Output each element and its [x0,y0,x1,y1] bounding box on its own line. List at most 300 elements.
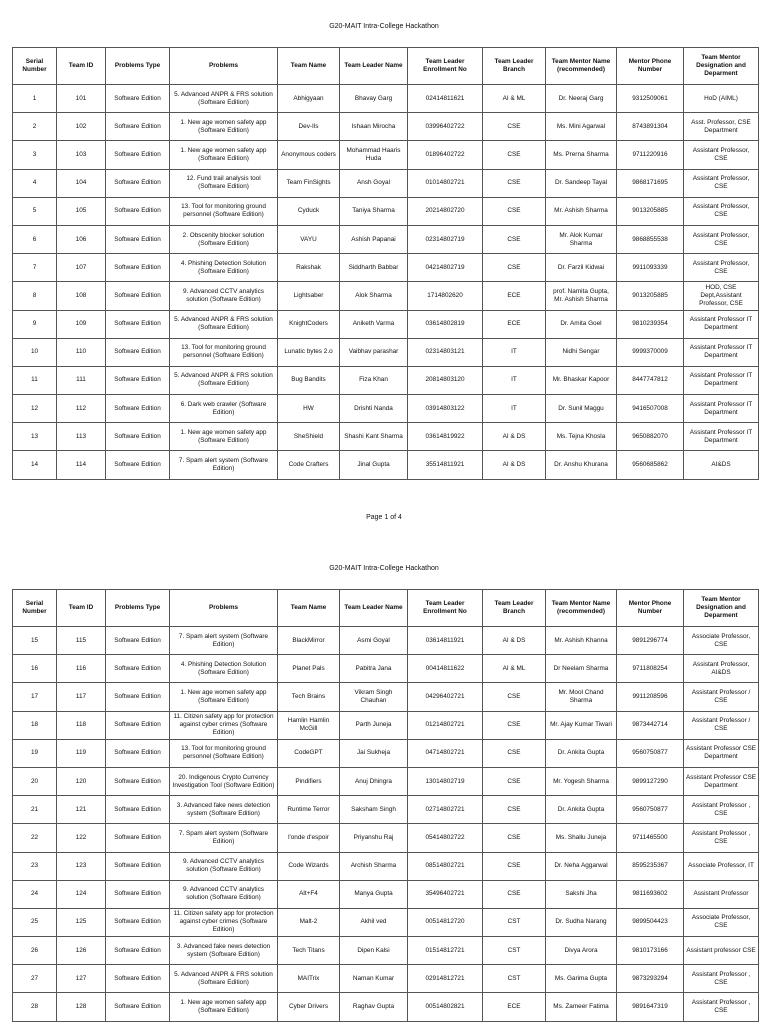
cell-mentor-name: Mr. Bhaskar Kapoor [546,366,617,394]
cell-team-leader-name: Anuj Dhingra [340,767,408,795]
teams-table [12,47,759,480]
cell-enrollment-no: 35496402721 [408,880,483,908]
cell-mentor-phone: 9868855538 [617,225,684,253]
document-page-2 [0,548,768,1024]
table-row [13,993,759,1021]
cell-mentor-designation: Assistant Professor , CSE [684,796,759,824]
cell-problem: 3. Advanced fake news detection system (Software Edition) [170,796,278,824]
cell-problem: 5. Advanced ANPR & FRS solution (Software Edition) [170,366,278,394]
cell-team-id: 113 [57,423,106,451]
table-row [13,282,759,310]
cell-branch: ECE [483,282,546,310]
column-header-mentor-phone: Mentor Phone Number [617,48,684,85]
cell-enrollment-no: 02714802721 [408,796,483,824]
cell-team-leader-name: Priyanshu Raj [340,824,408,852]
cell-serial-number: 25 [13,908,57,936]
cell-serial-number: 13 [13,423,57,451]
cell-mentor-name: prof. Namita Gupta, Mr. Ashish Sharma [546,282,617,310]
cell-enrollment-no: 02314802719 [408,225,483,253]
cell-problem: 7. Spam alert system (Software Edition) [170,451,278,479]
cell-serial-number: 21 [13,796,57,824]
cell-problems-type: Software Edition [106,141,170,169]
cell-mentor-designation: Assistant Professor, CSE [684,254,759,282]
cell-enrollment-no: 03614811921 [408,627,483,655]
cell-team-leader-name: Siddharth Babbar [340,254,408,282]
cell-serial-number: 7 [13,254,57,282]
cell-mentor-name: Sakshi Jha [546,880,617,908]
cell-serial-number: 6 [13,225,57,253]
table-row [13,197,759,225]
cell-enrollment-no: 01014802721 [408,169,483,197]
cell-problem: 4. Phishing Detection Solution (Software Edition) [170,254,278,282]
column-header-branch: Team Leader Branch [483,590,546,627]
cell-problems-type: Software Edition [106,711,170,739]
cell-problem: 13. Tool for monitoring ground personnel (Software Edition) [170,197,278,225]
cell-team-name: CodeGPT [278,739,340,767]
column-header-mentor-phone: Mentor Phone Number [617,590,684,627]
table-header-row [13,48,759,85]
cell-team-name: Lunatic bytes 2.o [278,338,340,366]
cell-team-name: KnightCoders [278,310,340,338]
cell-team-leader-name: Shashi Kant Sharma [340,423,408,451]
table-row [13,169,759,197]
column-header-problems-type: Problems Type [106,48,170,85]
cell-serial-number: 19 [13,739,57,767]
cell-team-leader-name: Taniya Sharma [340,197,408,225]
cell-problems-type: Software Edition [106,338,170,366]
cell-mentor-phone: 9911093339 [617,254,684,282]
cell-team-leader-name: Naman Kumar [340,965,408,993]
cell-team-id: 123 [57,852,106,880]
cell-serial-number: 23 [13,852,57,880]
cell-branch: AI & ML [483,655,546,683]
cell-team-leader-name: Jai Sukheja [340,739,408,767]
column-header-serial-number: Serial Number [13,590,57,627]
cell-branch: ECE [483,310,546,338]
cell-problems-type: Software Edition [106,254,170,282]
cell-serial-number: 15 [13,627,57,655]
cell-enrollment-no: 04296402721 [408,683,483,711]
cell-mentor-phone: 9891296774 [617,627,684,655]
column-header-branch: Team Leader Branch [483,48,546,85]
cell-team-name: Code Crafters [278,451,340,479]
cell-problem: 11. Citizen safety app for protection against cyber crimes (Software Edition) [170,908,278,936]
cell-mentor-phone: 9811693602 [617,880,684,908]
cell-mentor-designation: Associate Professor, CSE [684,627,759,655]
column-header-mentor-designation: Team Mentor Designation and Deparment [684,590,759,627]
cell-team-leader-name: Bhavay Garg [340,85,408,113]
cell-mentor-name: Ms. Zameer Fatima [546,993,617,1021]
cell-team-leader-name: Vaibhav parashar [340,338,408,366]
cell-mentor-designation: Assistant Professor IT Department [684,423,759,451]
cell-mentor-name: Dr. Sudha Narang [546,908,617,936]
cell-mentor-designation: Asst. Professor, CSE Department [684,113,759,141]
cell-enrollment-no: 35514811921 [408,451,483,479]
table-row [13,796,759,824]
table-row [13,711,759,739]
cell-enrollment-no: 08514802721 [408,852,483,880]
cell-enrollment-no: 02414811621 [408,85,483,113]
cell-serial-number: 28 [13,993,57,1021]
cell-enrollment-no: 20214802720 [408,197,483,225]
cell-problems-type: Software Edition [106,965,170,993]
cell-mentor-phone: 8447747812 [617,366,684,394]
cell-problems-type: Software Edition [106,683,170,711]
cell-mentor-designation: Assistant Professor / CSE [684,711,759,739]
column-header-mentor-name: Team Mentor Name (recommended) [546,48,617,85]
cell-mentor-name: Mr. Ashish Khanna [546,627,617,655]
cell-problem: 1. New age women safety app (Software Edition) [170,141,278,169]
cell-team-name: Rakshak [278,254,340,282]
cell-problem: 9. Advanced CCTV analytics solution (Software Edition) [170,852,278,880]
cell-mentor-phone: 9711465500 [617,824,684,852]
cell-team-id: 111 [57,366,106,394]
cell-mentor-phone: 9873293294 [617,965,684,993]
cell-mentor-name: Ms. Mini Agarwal [546,113,617,141]
cell-serial-number: 11 [13,366,57,394]
cell-enrollment-no: 04714802721 [408,739,483,767]
cell-serial-number: 4 [13,169,57,197]
table-row [13,627,759,655]
cell-mentor-phone: 8743891304 [617,113,684,141]
cell-enrollment-no: 03996402722 [408,113,483,141]
cell-team-name: HW [278,395,340,423]
cell-mentor-phone: 9899504423 [617,908,684,936]
cell-mentor-name: Dr. Neha Aggarwal [546,852,617,880]
cell-branch: IT [483,395,546,423]
cell-team-id: 114 [57,451,106,479]
column-header-mentor-name: Team Mentor Name (recommended) [546,590,617,627]
cell-mentor-designation: Assistant Professor , CSE [684,824,759,852]
cell-team-name: Tech Titans [278,937,340,965]
cell-mentor-name: Mr. Ajay Kumar Tiwari [546,711,617,739]
cell-mentor-designation: Assistant Professor IT Department [684,338,759,366]
cell-problem: 6. Dark web crawler (Software Edition) [170,395,278,423]
cell-team-id: 128 [57,993,106,1021]
table-row [13,338,759,366]
cell-branch: ECE [483,993,546,1021]
cell-problem: 1. New age women safety app (Software Edition) [170,683,278,711]
cell-problem: 9. Advanced CCTV analytics solution (Software Edition) [170,282,278,310]
cell-branch: CSE [483,796,546,824]
cell-problem: 1. New age women safety app (Software Edition) [170,423,278,451]
cell-team-name: BlackMirror [278,627,340,655]
cell-team-name: Hamlin Hamlin McGill [278,711,340,739]
cell-problems-type: Software Edition [106,739,170,767]
column-header-serial-number: Serial Number [13,48,57,85]
table-row [13,965,759,993]
cell-problem: 13. Tool for monitoring ground personnel (Software Edition) [170,739,278,767]
cell-mentor-designation: Assistant professor CSE [684,937,759,965]
cell-mentor-phone: 9312509061 [617,85,684,113]
column-header-problems-type: Problems Type [106,590,170,627]
cell-enrollment-no: 20814803120 [408,366,483,394]
cell-branch: CSE [483,197,546,225]
table-row [13,395,759,423]
column-header-team-leader-name: Team Leader Name [340,48,408,85]
cell-mentor-phone: 9873442714 [617,711,684,739]
cell-team-name: Malt-2 [278,908,340,936]
cell-branch: CSE [483,880,546,908]
cell-serial-number: 8 [13,282,57,310]
cell-serial-number: 17 [13,683,57,711]
table-row [13,824,759,852]
cell-team-id: 109 [57,310,106,338]
cell-mentor-name: Ms. Tejna Khosla [546,423,617,451]
table-row [13,739,759,767]
cell-team-id: 120 [57,767,106,795]
cell-mentor-designation: HOD, CSE Dept,Assistant Professor, CSE [684,282,759,310]
cell-branch: AI & DS [483,451,546,479]
cell-team-leader-name: Archish Sharma [340,852,408,880]
cell-serial-number: 26 [13,937,57,965]
cell-team-name: Tech Brains [278,683,340,711]
cell-enrollment-no: 02914812721 [408,965,483,993]
cell-problems-type: Software Edition [106,423,170,451]
cell-mentor-designation: Assistant Professor IT Department [684,310,759,338]
cell-enrollment-no: 01514812721 [408,937,483,965]
cell-enrollment-no: 00514802821 [408,993,483,1021]
column-header-problem: Problems [170,48,278,85]
cell-team-name: Anonymous coders [278,141,340,169]
cell-mentor-designation: Assistant Professor IT Department [684,366,759,394]
cell-team-leader-name: Jinal Gupta [340,451,408,479]
cell-enrollment-no: 03914803122 [408,395,483,423]
cell-mentor-phone: 9999370009 [617,338,684,366]
cell-mentor-designation: Assistant Professor , CSE [684,993,759,1021]
table-row [13,310,759,338]
cell-team-id: 117 [57,683,106,711]
cell-problems-type: Software Edition [106,169,170,197]
cell-branch: AI & DS [483,627,546,655]
cell-problem: 5. Advanced ANPR & FRS solution (Software Edition) [170,85,278,113]
cell-branch: AI & ML [483,85,546,113]
cell-team-leader-name: Parth Juneja [340,711,408,739]
cell-problems-type: Software Edition [106,824,170,852]
cell-mentor-designation: Assistant Professor IT Department [684,395,759,423]
cell-team-name: MAITrix [278,965,340,993]
cell-team-name: Planet Pals [278,655,340,683]
cell-team-leader-name: Vikram Singh Chauhan [340,683,408,711]
cell-branch: AI & DS [483,423,546,451]
cell-branch: CSE [483,141,546,169]
cell-team-id: 124 [57,880,106,908]
cell-enrollment-no: 1714802620 [408,282,483,310]
table-row [13,852,759,880]
cell-problems-type: Software Edition [106,880,170,908]
cell-team-leader-name: Alok Sharma [340,282,408,310]
cell-serial-number: 3 [13,141,57,169]
cell-mentor-designation: AI&DS [684,451,759,479]
column-header-enrollment-no: Team Leader Enrollment No [408,48,483,85]
cell-problems-type: Software Edition [106,310,170,338]
cell-mentor-name: Mr. Yogesh Sharma [546,767,617,795]
cell-team-name: Pindifiers [278,767,340,795]
cell-problems-type: Software Edition [106,282,170,310]
document-title: G20-MAIT Intra-College Hackathon [329,23,439,30]
table-row [13,254,759,282]
cell-mentor-phone: 9911208596 [617,683,684,711]
cell-serial-number: 24 [13,880,57,908]
cell-problems-type: Software Edition [106,937,170,965]
cell-problems-type: Software Edition [106,993,170,1021]
cell-team-id: 110 [57,338,106,366]
cell-branch: CSE [483,739,546,767]
cell-team-id: 126 [57,937,106,965]
cell-enrollment-no: 03614802819 [408,310,483,338]
cell-problems-type: Software Edition [106,655,170,683]
table-row [13,880,759,908]
cell-team-leader-name: Saksham Singh [340,796,408,824]
cell-team-id: 116 [57,655,106,683]
cell-team-name: Cyber Drivers [278,993,340,1021]
cell-team-name: Lightsaber [278,282,340,310]
cell-team-name: Dev-Ils [278,113,340,141]
cell-problem: 1. New age women safety app (Software Edition) [170,993,278,1021]
table-row [13,423,759,451]
table-row [13,141,759,169]
cell-problems-type: Software Edition [106,767,170,795]
cell-mentor-designation: Assistant Professor, CSE [684,169,759,197]
cell-mentor-phone: 9013205885 [617,282,684,310]
cell-problem: 3. Advanced fake news detection system (Software Edition) [170,937,278,965]
cell-mentor-name: Nidhi Sengar [546,338,617,366]
table-header-row [13,590,759,627]
cell-mentor-designation: Assistant Professor , CSE [684,965,759,993]
cell-mentor-designation: Associate Professor, CSE [684,908,759,936]
cell-team-name: VAYU [278,225,340,253]
cell-mentor-designation: Assistant Professor / CSE [684,683,759,711]
column-header-team-name: Team Name [278,48,340,85]
cell-serial-number: 2 [13,113,57,141]
cell-problem: 13. Tool for monitoring ground personnel (Software Edition) [170,338,278,366]
document-title: G20-MAIT Intra-College Hackathon [329,565,439,572]
cell-team-name: Alt+F4 [278,880,340,908]
cell-team-leader-name: Aniketh Varma [340,310,408,338]
cell-problems-type: Software Edition [106,395,170,423]
table-row [13,225,759,253]
cell-team-name: l'onde d'espoir [278,824,340,852]
column-header-team-leader-name: Team Leader Name [340,590,408,627]
cell-team-id: 105 [57,197,106,225]
cell-team-name: SheShield [278,423,340,451]
cell-serial-number: 22 [13,824,57,852]
cell-team-id: 127 [57,965,106,993]
cell-mentor-phone: 9891647319 [617,993,684,1021]
cell-mentor-phone: 9899127290 [617,767,684,795]
table-row [13,683,759,711]
column-header-team-name: Team Name [278,590,340,627]
cell-mentor-phone: 9711220916 [617,141,684,169]
cell-team-leader-name: Ansh Goyal [340,169,408,197]
cell-serial-number: 10 [13,338,57,366]
cell-serial-number: 27 [13,965,57,993]
cell-problem: 7. Spam alert system (Software Edition) [170,824,278,852]
cell-enrollment-no: 01214802721 [408,711,483,739]
cell-serial-number: 16 [13,655,57,683]
column-header-enrollment-no: Team Leader Enrollment No [408,590,483,627]
cell-team-leader-name: Manya Gupta [340,880,408,908]
cell-mentor-name: Dr. Anshu Khurana [546,451,617,479]
cell-team-leader-name: Raghav Gupta [340,993,408,1021]
cell-problem: 20. Indigenous Crypto Currency Investigation Tool (Software Edition) [170,767,278,795]
table-row [13,767,759,795]
cell-enrollment-no: 00514812720 [408,908,483,936]
cell-team-id: 102 [57,113,106,141]
cell-mentor-phone: 9560750877 [617,796,684,824]
cell-problems-type: Software Edition [106,197,170,225]
cell-problems-type: Software Edition [106,908,170,936]
cell-serial-number: 1 [13,85,57,113]
cell-mentor-phone: 8595235367 [617,852,684,880]
cell-mentor-designation: Associate Professor, IT [684,852,759,880]
cell-team-id: 119 [57,739,106,767]
cell-mentor-designation: Assistant Professor, CSE [684,141,759,169]
cell-branch: IT [483,338,546,366]
cell-team-leader-name: Asmi Goyal [340,627,408,655]
cell-mentor-name: Mr. Ashish Sharma [546,197,617,225]
cell-serial-number: 12 [13,395,57,423]
teams-table [12,589,759,1022]
cell-mentor-designation: HoD (AIML) [684,85,759,113]
cell-branch: CSE [483,852,546,880]
cell-team-name: Bug Bandits [278,366,340,394]
cell-mentor-phone: 9416507008 [617,395,684,423]
cell-mentor-name: Ms. Garima Gupta [546,965,617,993]
cell-mentor-phone: 9560750877 [617,739,684,767]
cell-problem: 7. Spam alert system (Software Edition) [170,627,278,655]
cell-serial-number: 9 [13,310,57,338]
cell-serial-number: 5 [13,197,57,225]
cell-problems-type: Software Edition [106,366,170,394]
cell-team-leader-name: Dipen Kalsi [340,937,408,965]
cell-team-id: 122 [57,824,106,852]
cell-enrollment-no: 02314803121 [408,338,483,366]
cell-branch: IT [483,366,546,394]
cell-branch: CSE [483,169,546,197]
cell-team-id: 118 [57,711,106,739]
table-row [13,451,759,479]
cell-problem: 11. Citizen safety app for protection against cyber crimes (Software Edition) [170,711,278,739]
cell-team-leader-name: Pabitra Jana [340,655,408,683]
cell-mentor-designation: Assistant Professor, CSE [684,225,759,253]
cell-team-leader-name: Fiza Khan [340,366,408,394]
table-row [13,655,759,683]
cell-problem: 4. Phishing Detection Solution (Software Edition) [170,655,278,683]
cell-team-id: 101 [57,85,106,113]
cell-enrollment-no: 00414811622 [408,655,483,683]
cell-team-id: 112 [57,395,106,423]
cell-mentor-phone: 9868171695 [617,169,684,197]
cell-problems-type: Software Edition [106,85,170,113]
cell-mentor-name: Dr Neelam Sharma [546,655,617,683]
table-row [13,113,759,141]
cell-mentor-designation: Assistant Professor CSE Department [684,739,759,767]
cell-problem: 5. Advanced ANPR & FRS solution (Software Edition) [170,965,278,993]
table-row [13,908,759,936]
cell-team-id: 115 [57,627,106,655]
cell-problems-type: Software Edition [106,451,170,479]
cell-mentor-name: Dr. Sandeep Tayal [546,169,617,197]
cell-mentor-phone: 9711808254 [617,655,684,683]
cell-team-name: Code Wizards [278,852,340,880]
table-row [13,937,759,965]
cell-mentor-name: Mr. Alok Kumar Sharma [546,225,617,253]
cell-branch: CSE [483,767,546,795]
cell-branch: CST [483,965,546,993]
cell-mentor-name: Dr. Neeraj Garg [546,85,617,113]
cell-enrollment-no: 01896402722 [408,141,483,169]
